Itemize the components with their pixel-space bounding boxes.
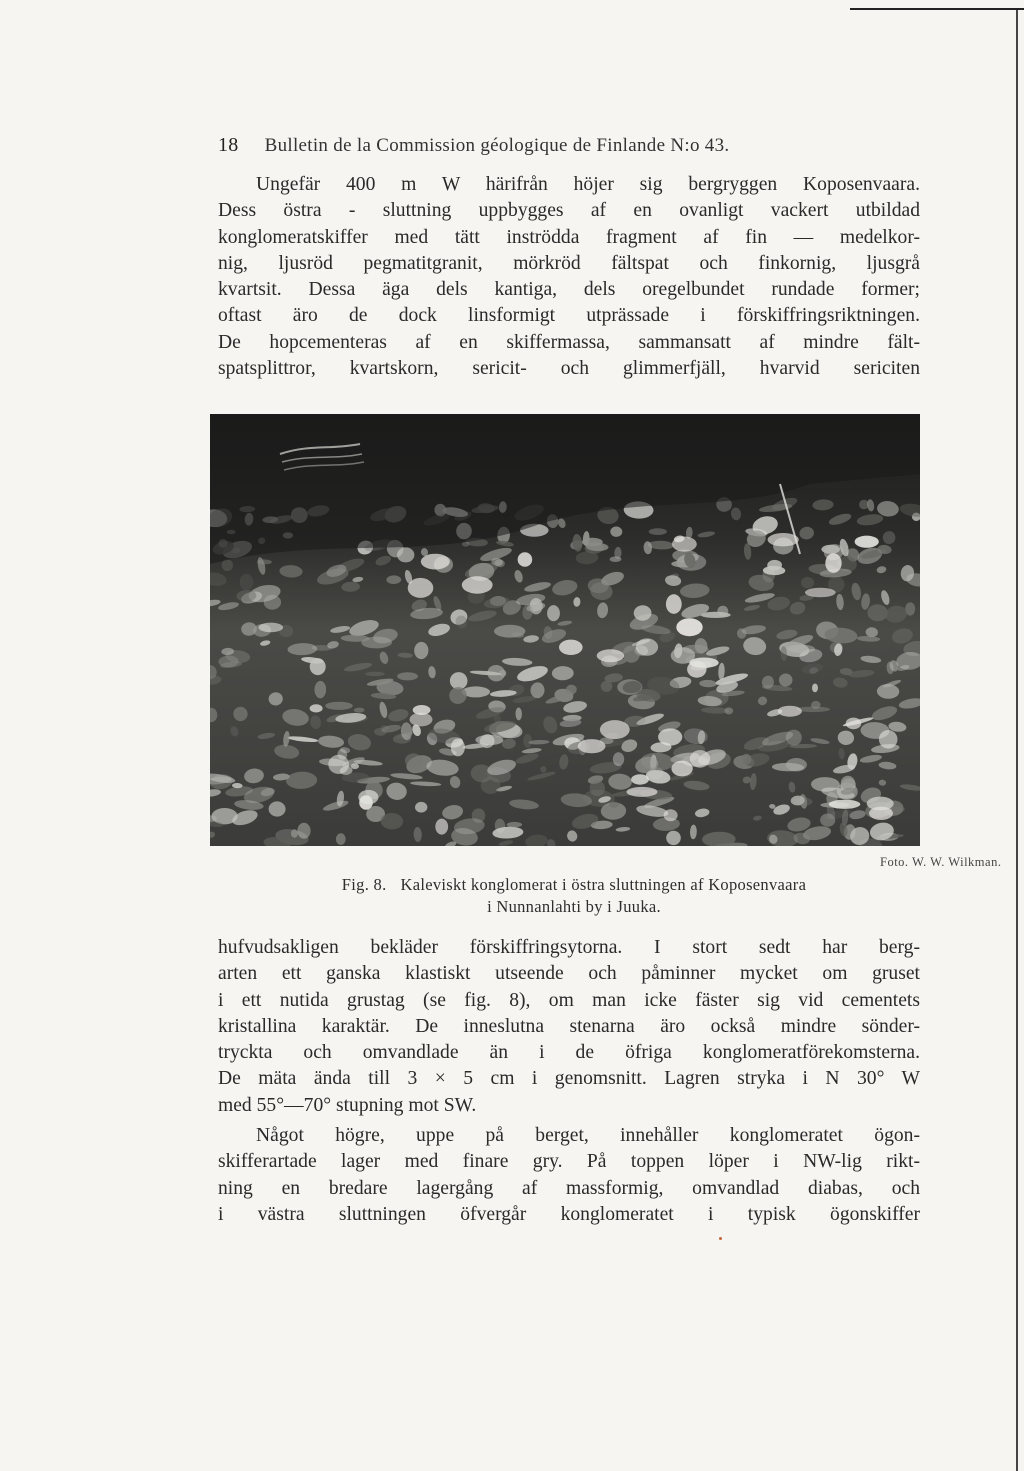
text-line: ning en bredare lagergång af massformig, omvandlad diabas, och bbox=[218, 1177, 920, 1199]
paragraph-summit bbox=[218, 1123, 920, 1228]
text-line: kristallina karaktär. De inneslutna stenarna äro också mindre sönder- bbox=[218, 1015, 920, 1037]
text-line: hufvudsakligen bekläder förskiffringsytorna. I stort sedt har berg- bbox=[218, 937, 920, 958]
paragraph-intro bbox=[218, 172, 920, 382]
figure-label: Fig. 8. bbox=[341, 875, 387, 894]
ink-speck bbox=[719, 1237, 722, 1240]
text-line: De hopcementeras af en skiffermassa, sammansatt af mindre fält- bbox=[218, 331, 920, 353]
photo-credit: Foto. W. W. Wilkman. bbox=[880, 855, 1002, 869]
text-line: tryckta och omvandlade än i de öfriga konglomeratförekomsterna. bbox=[218, 1042, 920, 1064]
text-line: kvartsit. Dessa äga dels kantiga, dels oregelbundet rundade former; bbox=[218, 279, 920, 301]
text-line: De mäta ända till 3 × 5 cm i genomsnitt. Lagren stryka i N 30° W bbox=[218, 1068, 920, 1090]
text-line: Ungefär 400 m W härifrån höjer sig bergryggen Koposenvaara. bbox=[256, 174, 920, 195]
page-edge-right bbox=[1016, 10, 1018, 1471]
text-line: i ett nutida grustag (se fig. 8), om man icke fäster sig vid cementets bbox=[218, 989, 920, 1011]
text-line: skifferartade lager med finare gry. På toppen löper i NW-lig rikt- bbox=[218, 1151, 920, 1173]
conglomerate-photo bbox=[210, 414, 920, 846]
caption-line-1: Kaleviskt konglomerat i östra sluttningen af Koposenvaara bbox=[400, 875, 807, 894]
text-line: arten ett ganska klastiskt utseende och påminner mycket om gruset bbox=[218, 963, 920, 985]
caption-line-2: i Nunnanlahti by i Juuka. bbox=[487, 897, 661, 916]
running-title: Bulletin de la Commission géologique de Finlande N:o 43. bbox=[264, 135, 730, 156]
page-header bbox=[218, 134, 938, 157]
text-line: Något högre, uppe på berget, innehåller konglomeratet ögon- bbox=[256, 1125, 920, 1146]
text-line: oftast äro de dock linsformigt utprässade i förskiffringsriktningen. bbox=[218, 305, 920, 327]
figure-caption bbox=[254, 874, 894, 918]
text-line: med 55°—70° stupning mot SW. bbox=[218, 1094, 477, 1116]
page-edge-top bbox=[850, 8, 1024, 10]
text-line: i västra sluttningen öfvergår konglomeratet i typisk ögonskiffer bbox=[218, 1203, 920, 1225]
photo-texture bbox=[210, 414, 920, 846]
paragraph-description bbox=[218, 935, 920, 1119]
text-line: nig, ljusröd pegmatitgranit, mörkröd fältspat och finkornig, ljusgrå bbox=[218, 252, 920, 274]
text-line: spatsplittror, kvartskorn, sericit- och glimmerfjäll, hvarvid sericiten bbox=[218, 358, 920, 380]
text-line: konglomeratskiffer med tätt inströdda fragment af fin — medelkor- bbox=[218, 226, 920, 248]
text-line: Dess östra - sluttning uppbygges af en ovanligt vackert utbildad bbox=[218, 200, 920, 222]
page-number: 18 bbox=[218, 134, 239, 156]
